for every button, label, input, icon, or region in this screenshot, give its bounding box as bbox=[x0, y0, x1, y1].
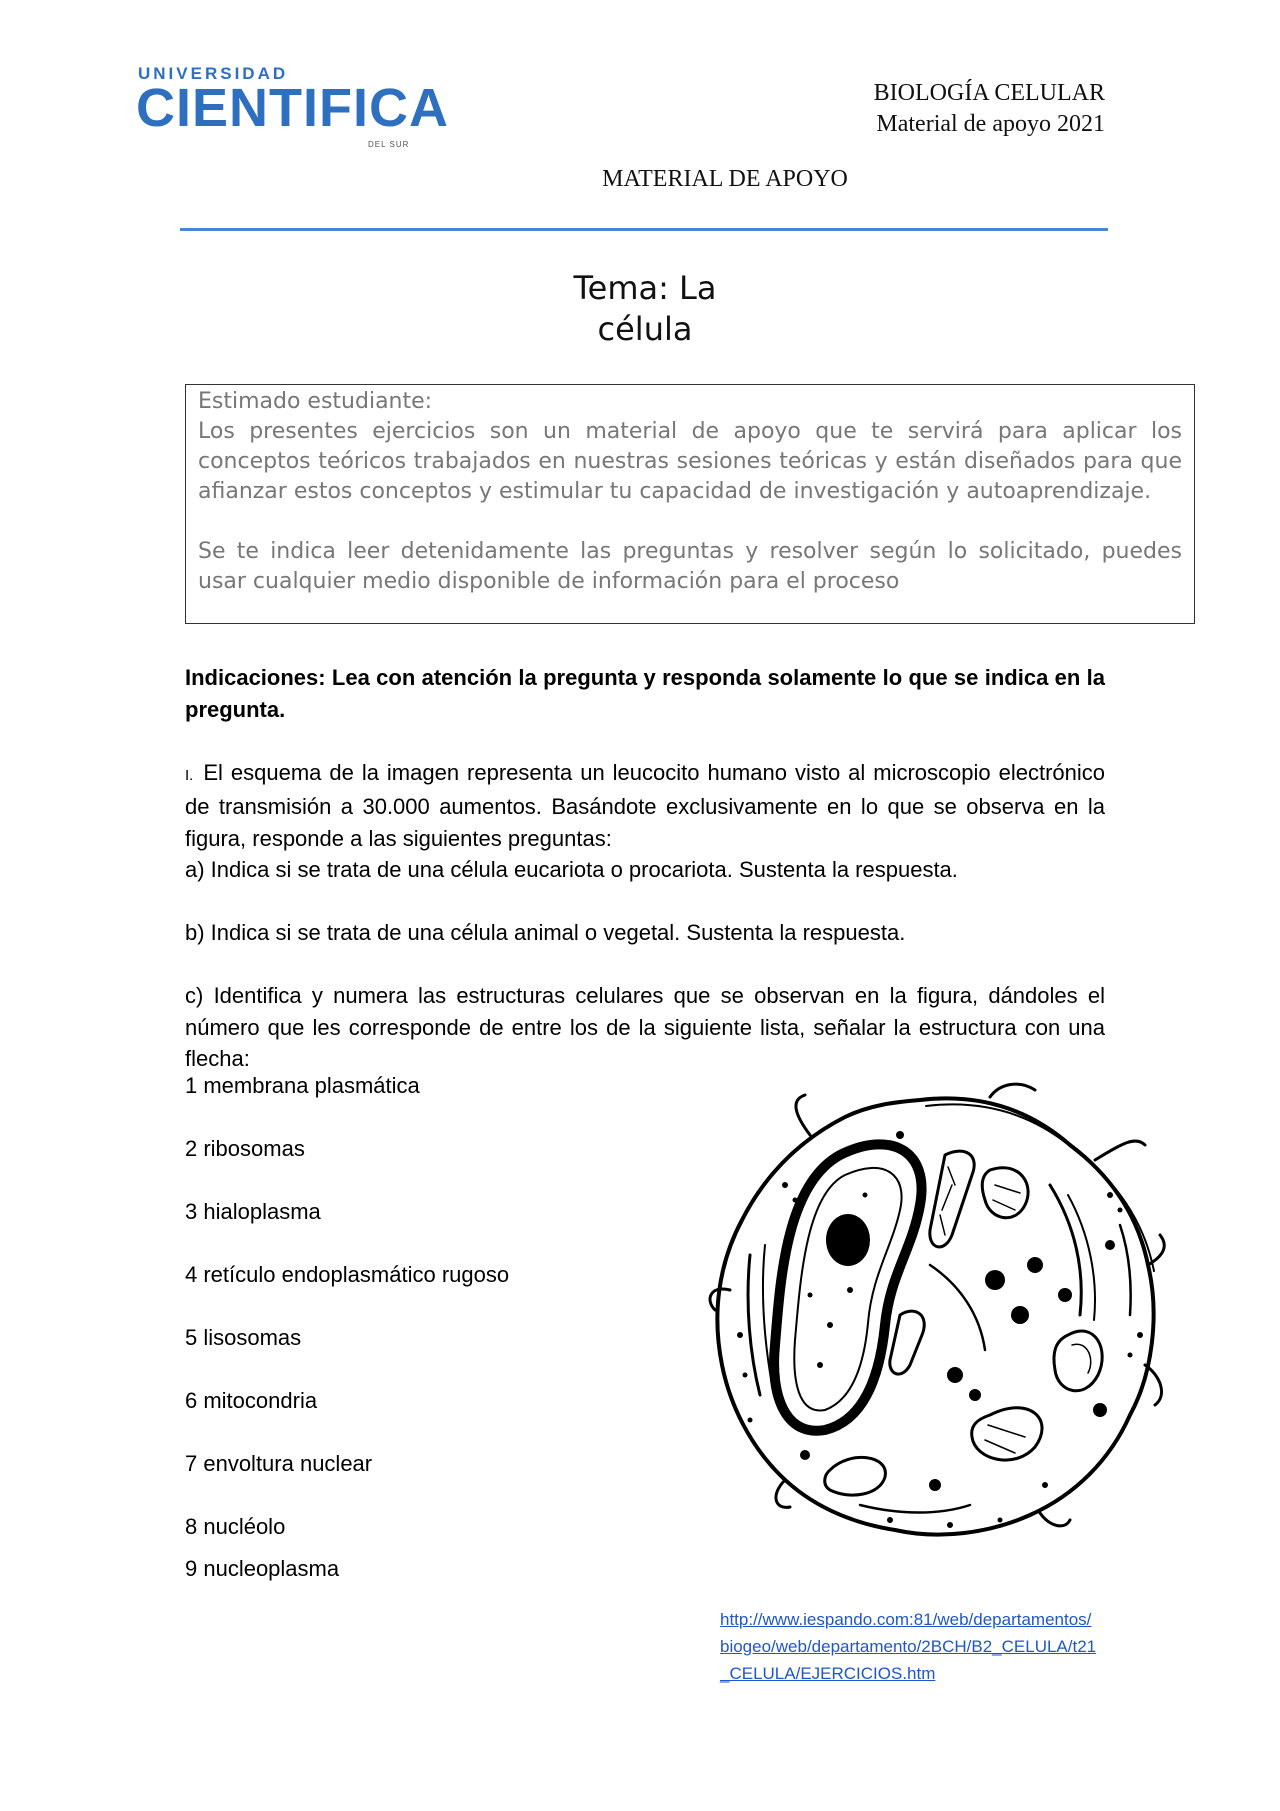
question-content bbox=[185, 662, 1105, 1075]
course-name: BIOLOGÍA CELULAR bbox=[873, 80, 1105, 106]
list-item: 3 hialoplasma bbox=[185, 1199, 321, 1224]
notice-paragraph-2: Se te indica leer detenidamente las preguntas y resolver según lo solicitado, puedes usar cualquier medio disponible de información para el proceso bbox=[198, 539, 1182, 594]
logo-top-text: UNIVERSIDAD bbox=[138, 64, 289, 83]
question-intro-text: El esquema de la imagen representa un leucocito humano visto al microscopio electrónico de transmisión a 30.000 aumentos. Basándote exclusivamente en lo que se observa en la figura, responde a las siguientes preguntas: bbox=[185, 759, 1105, 851]
question-intro bbox=[185, 757, 1105, 855]
instructions: Indicaciones: Lea con atención la pregunta y responda solamente lo que se indica en la pregunta. bbox=[185, 665, 1105, 722]
material-year: Material de apoyo 2021 bbox=[876, 111, 1105, 137]
leukocyte-diagram bbox=[690, 1075, 1170, 1555]
logo-sub-text: DEL SUR bbox=[368, 140, 410, 149]
title-line-2: célula bbox=[597, 310, 693, 348]
question-a: a) Indica si se trata de una célula eucariota o procariota. Sustenta la respuesta. bbox=[185, 857, 958, 882]
header-divider bbox=[180, 228, 1108, 231]
university-logo bbox=[136, 64, 449, 154]
list-item: 6 mitocondria bbox=[185, 1388, 318, 1413]
list-item: 2 ribosomas bbox=[185, 1136, 305, 1161]
section-title: MATERIAL DE APOYO bbox=[602, 166, 848, 192]
list-item: 5 lisosomas bbox=[185, 1325, 302, 1350]
question-number: I. bbox=[185, 766, 194, 784]
list-item: 7 envoltura nuclear bbox=[185, 1451, 373, 1476]
list-item: 9 nucleoplasma bbox=[185, 1556, 340, 1581]
list-item: 8 nucléolo bbox=[185, 1514, 286, 1539]
title-line-1: Tema: La bbox=[573, 269, 717, 307]
list-item: 4 retículo endoplasmático rugoso bbox=[185, 1262, 510, 1287]
question-b: b) Indica si se trata de una célula animal o vegetal. Sustenta la respuesta. bbox=[185, 920, 906, 945]
notice-box bbox=[185, 384, 1195, 624]
page-title bbox=[500, 268, 790, 350]
header-info bbox=[874, 78, 1105, 140]
source-link[interactable]: http://www.iespando.com:81/web/departamentos/biogeo/web/departamento/2BCH/B2_CELULA/t21_CELULA/EJERCICIOS.htm bbox=[720, 1610, 1097, 1683]
notice-greeting: Estimado estudiante: bbox=[198, 389, 433, 414]
notice-paragraph-1: Los presentes ejercicios son un material de apoyo que te servirá para aplicar los conceptos teóricos trabajados en nuestras sesiones teóricas y están diseñados para que afianzar estos conceptos y estimular tu capacidad de investigación y autoaprendizaje. bbox=[198, 419, 1182, 504]
question-c: c) Identifica y numera las estructuras celulares que se observan en la figura, dándoles el número que les corresponde de entre los de la siguiente lista, señalar la estructura con una flecha: bbox=[185, 983, 1105, 1071]
list-item: 1 membrana plasmática bbox=[185, 1073, 420, 1098]
logo-main-text: CIENTIFICA bbox=[136, 78, 449, 138]
